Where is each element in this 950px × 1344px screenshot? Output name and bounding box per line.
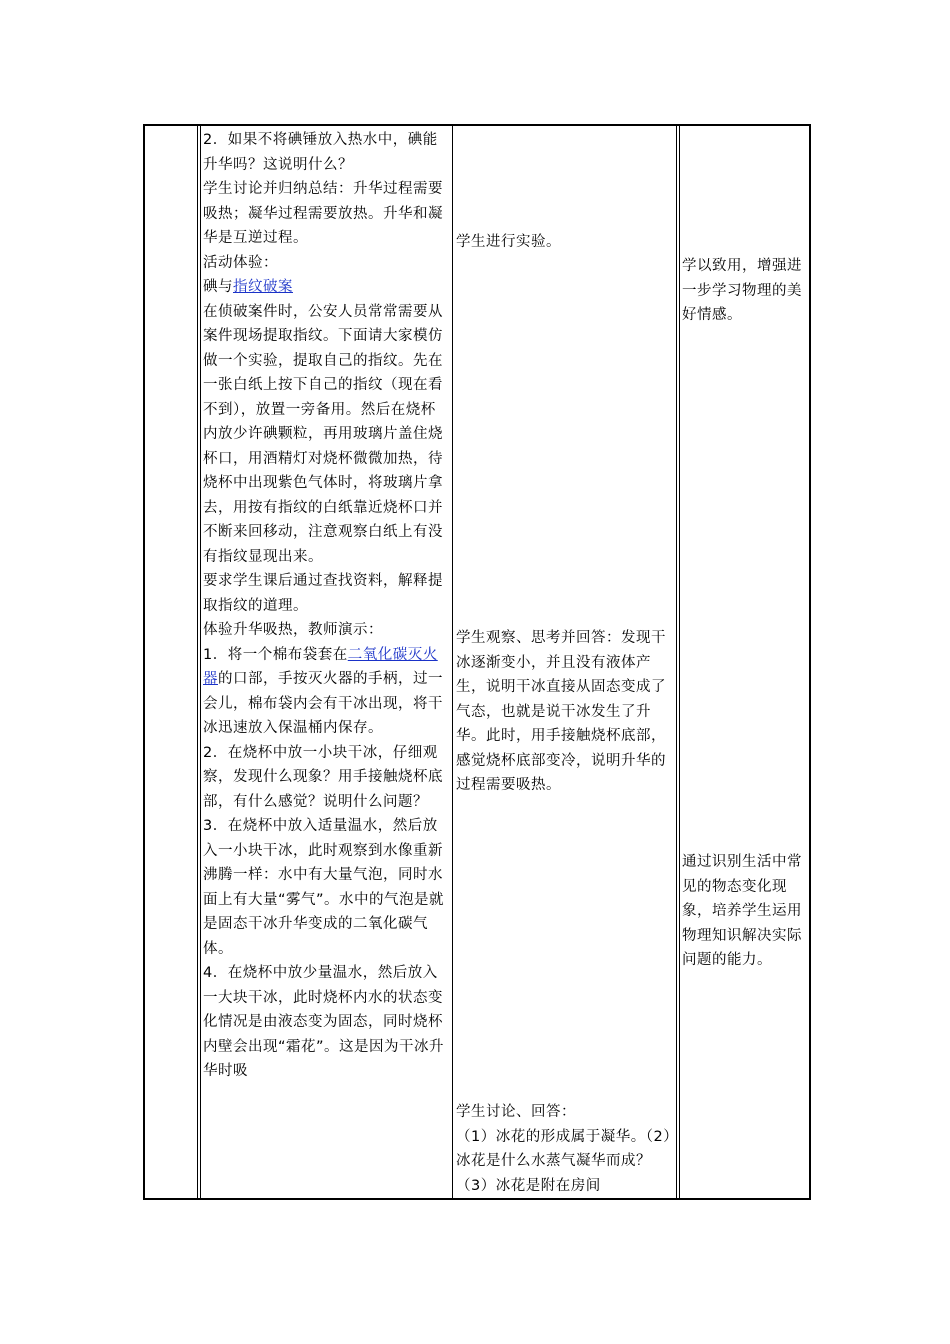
demo-step-3: 3．在烧杯中放入适量温水，然后放入一小块干冰，此时观察到水像重新沸腾一样：水中有大量气泡，同时水面上有大量“雾气”。水中的气泡是就是固态干冰升华变成的二氧化碳气体。 [203, 818, 445, 957]
student-observation-text: 学生观察、思考并回答：发现干冰逐渐变小，并且没有液体产生，说明干冰直接从固态变成了气态，也就是说干冰发生了升华。此时，用手接触烧杯底部，感觉烧杯底部变冷，说明升华的过程需要吸热。 [456, 630, 666, 793]
design-intent-text-2: 通过识别生活中常见的物态变化现象，培养学生运用物理知识解决实际问题的能力。 [682, 854, 802, 968]
demo-step-4: 4．在烧杯中放少量温水，然后放入一大块干冰，此时烧杯内水的状态变化情况是由液态变为固态，同时烧杯内壁会出现“霜花”。这是因为干冰升华时吸 [203, 965, 445, 1079]
question-text: 2．如果不将碘锤放入热水中，碘能升华吗？这说明什么？ [203, 132, 438, 173]
demo-heading: 体验升华吸热，教师演示： [203, 622, 383, 638]
design-intent-text: 学以致用，增强进一步学习物理的美好情感。 [682, 258, 802, 323]
homework-text: 要求学生课后通过查找资料，解释提取指纹的道理。 [203, 573, 443, 614]
demo-step-2: 2．在烧杯中放一小块干冰，仔细观察，发现什么现象？用手接触烧杯底部，有什么感觉？说明什么问题？ [203, 744, 443, 810]
fingerprint-experiment-text: 在侦破案件时，公安人员常常需要从案件现场提取指纹。下面请大家模仿做一个实验，提取自己的指纹。先在一张白纸上按下自己的指纹（现在看不到），放置一旁备用。然后在烧杯内放少许碘颗粒，再用玻璃片盖住烧杯口，用酒精灯对烧杯微微加热，待烧杯中出现紫色气体时，将玻璃片拿去，用按有指纹的白纸靠近烧杯口并不断来回移动，注意观察白纸上有没有指纹显现出来。 [203, 303, 443, 565]
column-divider [197, 124, 201, 1200]
column-divider [452, 124, 453, 1200]
extinguisher-link[interactable]: 二氧化碳灭火器 [203, 646, 438, 687]
activity-title: 碘与指纹破案 [203, 279, 293, 295]
summary-text: 学生讨论并归纳总结：升华过程需要吸热；凝华过程需要放热。升华和凝华是互逆过程。 [203, 181, 443, 246]
student-discussion-text: 学生讨论、回答： （1）冰花的形成属于凝华。（2）冰花是什么水蒸气凝华而成？（3）冰花是附在房间 [456, 1104, 671, 1194]
activity-heading: 活动体验： [203, 254, 278, 271]
teacher-activity-cell [203, 128, 449, 1084]
demo-step-1: 1．将一个棉布袋套在二氧化碳灭火器的口部，手按灭火器的手柄，过一会儿，棉布袋内会有干冰出现，将干冰迅速放入保温桶内保存。 [203, 646, 443, 736]
student-experiment-text: 学生进行实验。 [456, 234, 561, 250]
fingerprint-link[interactable]: 指纹破案 [233, 279, 293, 295]
column-divider [676, 124, 680, 1200]
